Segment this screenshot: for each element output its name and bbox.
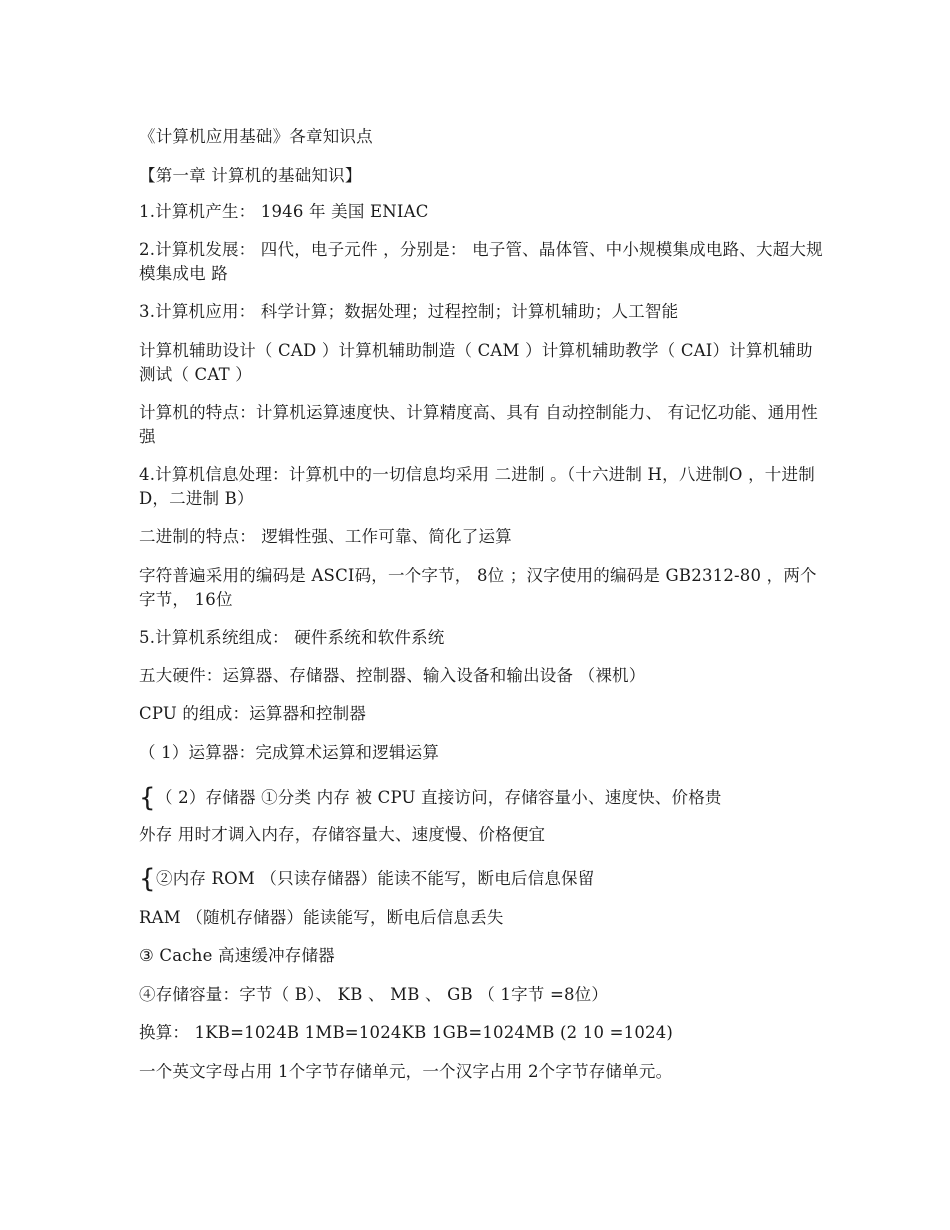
text-line-9: 5.计算机系统组成： 硬件系统和软件系统 [139,628,445,647]
text-line-13: （ 2）存储器 ①分类 内存 被 CPU 直接访问，存储容量小、速度快、价格贵 [156,788,722,807]
text-line-1: 1.计算机产生： 1946 年 美国 ENIAC [139,202,429,221]
text-line-2: 2.计算机发展： 四代，电子元件 ，分别是： 电子管、晶体管、中小规模集成电路、大超大规模集成电 路 [139,240,823,283]
text-line-14: 外存 用时才调入内存，存储容量大、速度慢、价格便宜 [139,825,546,844]
text-line-6: 4.计算机信息处理：计算机中的一切信息均采用 二进制 。（十六进制 H，八进制O ，十进制 D，二进制 B） [139,465,815,508]
text-line-17: ③ Cache 高速缓冲存储器 [139,946,335,965]
text-line-4: 计算机辅助设计（ CAD ）计算机辅助制造（ CAM ）计算机辅助教学（ CAI）计算机辅助测试（ CAT ） [139,341,813,384]
text-line-19: 换算： 1KB=1024B 1MB=1024KB 1GB=1024MB (2 10 =1024) [139,1023,674,1042]
text-line-5: 计算机的特点：计算机运算速度快、计算精度高、具有 自动控制能力、 有记忆功能、通用性强 [139,403,818,446]
chapter-heading: 【第一章 计算机的基础知识】 [139,166,362,185]
text-line-11: CPU 的组成：运算器和控制器 [139,704,367,723]
text-line-12: （ 1）运算器：完成算术运算和逻辑运算 [139,743,440,762]
text-line-10: 五大硬件：运算器、存储器、控制器、输入设备和输出设备 （裸机） [139,666,646,685]
text-line-16: RAM （随机存储器）能读能写，断电后信息丢失 [139,908,504,927]
text-line-20: 一个英文字母占用 1个字节存储单元，一个汉字占用 2个字节存储单元。 [139,1062,673,1081]
brace-mark: { [139,864,156,894]
text-line-3: 3.计算机应用： 科学计算；数据处理；过程控制；计算机辅助；人工智能 [139,302,679,321]
text-line-8: 字符普遍采用的编码是 ASCI码，一个字节， 8位 ；汉字使用的编码是 GB2312-80 ，两个字节， 16位 [139,566,817,609]
text-line-18: ④存储容量：字节（ B）、 KB 、 MB 、 GB （ 1字节 =8位） [139,985,609,1004]
text-line-15: ②内存 ROM （只读存储器）能读不能写，断电后信息保留 [156,869,595,888]
text-line-7: 二进制的特点： 逻辑性强、工作可靠、简化了运算 [139,527,512,546]
document-title: 《计算机应用基础》各章知识点 [139,127,373,146]
brace-mark: { [139,783,156,813]
